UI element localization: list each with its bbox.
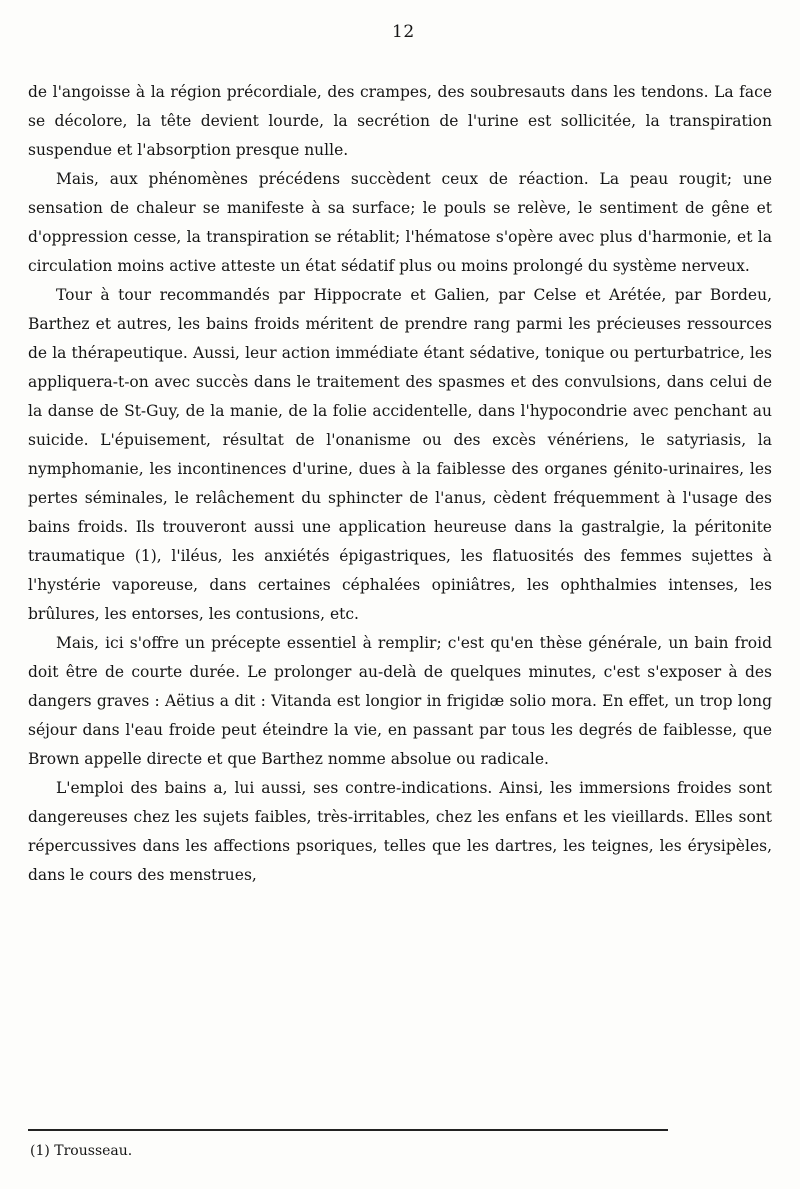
paragraph-1: de l'angoisse à la région précordiale, des crampes, des soubresauts dans les tendons. La face se décolore, la tête devient lourde, la secrétion de l'urine est sollicitée, la transpiration suspendue et l'absorption presque nulle. bbox=[28, 83, 772, 159]
paragraph-5: L'emploi des bains a, lui aussi, ses contre-indications. Ainsi, les immersions froides sont dangereuses chez les sujets faibles, très-irritables, chez les enfans et les vieillards. Elles sont répercussives dans les affections psoriques, telles que les dartres, les teignes, les érysipèles, dans le cours des menstrues, bbox=[28, 779, 772, 884]
paragraph-4: Mais, ici s'offre un précepte essentiel à remplir; c'est qu'en thèse générale, un bain froid doit être de courte durée. Le prolonger au-delà de quelques minutes, c'est s'exposer à des dangers graves : Aëtius a dit : Vitanda est longior in frigidæ solio mora. En effet, un trop long séjour dans l'eau froide peut éteindre la vie, en passant par tous les degrés de faiblesse, que Brown appelle directe et que Barthez nomme absolue ou radicale. bbox=[28, 634, 772, 768]
page-number: 12 bbox=[392, 22, 415, 42]
paragraph-2: Mais, aux phénomènes précédens succèdent ceux de réaction. La peau rougit; une sensation de chaleur se manifeste à sa surface; le pouls se relève, le sentiment de gêne et d'oppression cesse, la transpiration se rétablit; l'hématose s'opère avec plus d'harmonie, et la circulation moins active atteste un état sédatif plus ou moins prolongé du système nerveux. bbox=[28, 170, 772, 275]
paragraph-3: Tour à tour recommandés par Hippocrate et Galien, par Celse et Arétée, par Bordeu, Barthez et autres, les bains froids méritent de prendre rang parmi les précieuses ressources de la thérapeutique. Aussi, leur action immédiate étant sédative, tonique ou perturbatrice, les appliquera-t-on avec succès dans le traitement des spasmes et des convulsions, dans celui de la danse de St-Guy, de la manie, de la folie accidentelle, dans l'hypocondrie avec penchant au suicide. L'épuisement, résultat de l'onanisme ou des excès vénériens, le satyriasis, la nymphomanie, les incontinences d'urine, dues à la faiblesse des organes génito-urinaires, les pertes séminales, le relâchement du sphincter de l'anus, cèdent fréquemment à l'usage des bains froids. Ils trouveront aussi une application heureuse dans la gastralgie, la péritonite traumatique (1), l'iléus, les anxiétés épigastriques, les flatuosités des femmes sujettes à l'hystérie vaporeuse, dans certaines céphalées opiniâtres, les ophthalmies intenses, les brûlures, les entorses, les contusions, etc. bbox=[28, 286, 772, 623]
footnote: (1) Trousseau. bbox=[30, 1143, 133, 1159]
footnote-divider bbox=[28, 1129, 668, 1131]
body-text bbox=[28, 78, 772, 890]
